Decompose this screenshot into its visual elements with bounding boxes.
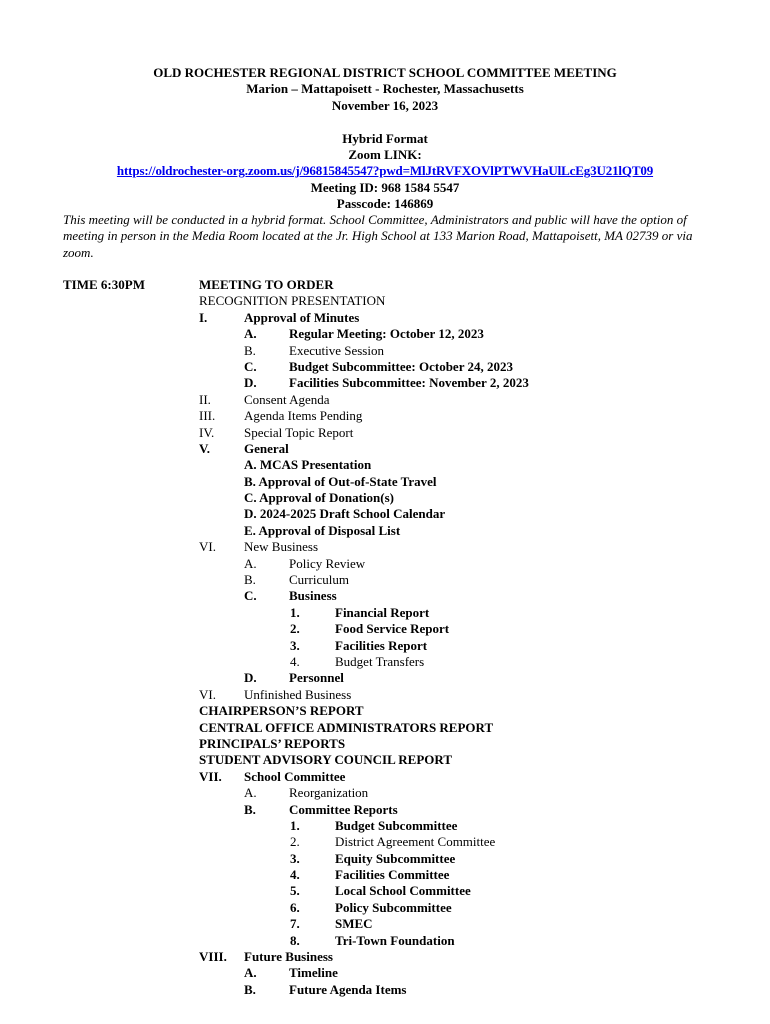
agenda-item-text: Local School Committee (335, 883, 471, 899)
agenda-item-number: C. (244, 358, 257, 374)
agenda-item-number: VI. (199, 686, 216, 702)
agenda-item (199, 425, 759, 441)
agenda-item-text: Future Agenda Items (289, 981, 407, 997)
agenda-item (199, 802, 759, 818)
agenda-item-number: 1. (290, 604, 300, 620)
zoom-link[interactable]: https://oldrochester-org.zoom.us/j/96815845547?pwd=MlJtRVFXOVlPTWVHaUlLcEg3U21lQT09 (116, 163, 654, 179)
agenda-item (199, 408, 759, 424)
agenda-item-text: RECOGNITION PRESENTATION (199, 293, 386, 309)
agenda-item-number: A. (244, 326, 257, 342)
agenda-item (199, 965, 759, 981)
agenda-item-number: 6. (290, 899, 300, 915)
agenda-item-text: SMEC (335, 916, 373, 932)
header-spacer (0, 114, 770, 130)
agenda-item-text: MEETING TO ORDER (199, 277, 334, 292)
agenda-item (199, 654, 759, 670)
meeting-time: TIME 6:30PM (63, 277, 145, 292)
meeting-passcode: Passcode: 146869 (336, 196, 434, 212)
meeting-header (0, 65, 770, 213)
agenda-item (199, 687, 759, 703)
agenda-item-text: Curriculum (289, 572, 349, 588)
agenda-item-text: Financial Report (335, 604, 430, 620)
agenda-item-text: Budget Subcommittee: October 24, 2023 (289, 358, 513, 374)
zoom-label: Zoom LINK: (348, 147, 422, 163)
agenda-item (199, 474, 759, 490)
agenda-item-number: B. (244, 801, 256, 817)
agenda-item-number: VII. (199, 768, 222, 784)
agenda-item-text: Business (289, 588, 337, 604)
agenda-item (199, 703, 759, 719)
agenda-item-number: 3. (290, 637, 300, 653)
agenda-item-number: 3. (290, 850, 300, 866)
agenda-item-number: A. (244, 965, 257, 981)
agenda-item-text: Timeline (289, 965, 338, 981)
agenda-item-number: D. (244, 670, 257, 686)
agenda-item-number: A. (244, 555, 257, 571)
agenda-item-number: 1. (290, 817, 300, 833)
agenda-item (199, 949, 759, 965)
agenda-item-text: CENTRAL OFFICE ADMINISTRATORS REPORT (199, 719, 494, 735)
agenda-item-text: D. 2024-2025 Draft School Calendar (244, 506, 446, 522)
agenda-item (199, 883, 759, 899)
meeting-title: OLD ROCHESTER REGIONAL DISTRICT SCHOOL COMMITTEE MEETING (153, 65, 617, 80)
meeting-id: Meeting ID: 968 1584 5547 (310, 179, 460, 195)
agenda-item-number: D. (244, 375, 257, 391)
agenda-item-text: A. MCAS Presentation (244, 457, 372, 473)
agenda-item-text: Executive Session (289, 342, 384, 358)
agenda-item-text: Food Service Report (335, 621, 450, 637)
agenda-item (199, 375, 759, 391)
agenda-item-text: Approval of Minutes (244, 309, 360, 325)
agenda-item-number: V. (199, 440, 210, 456)
agenda-item (199, 310, 759, 326)
agenda-item (199, 572, 759, 588)
agenda-item (199, 523, 759, 539)
meeting-format: Hybrid Format (342, 130, 428, 146)
agenda-item-number: 5. (290, 883, 300, 899)
agenda-item (199, 867, 759, 883)
agenda-item (199, 556, 759, 572)
agenda-item (199, 359, 759, 375)
agenda-item-text: Regular Meeting: October 12, 2023 (289, 326, 484, 342)
agenda-item-number: VI. (199, 539, 216, 555)
agenda-item (199, 326, 759, 342)
agenda-item (199, 392, 759, 408)
agenda-item (199, 785, 759, 801)
agenda-item-text: General (244, 440, 289, 456)
agenda-item-number: A. (244, 785, 257, 801)
agenda-item-text: Budget Transfers (335, 653, 425, 669)
agenda-item (199, 277, 759, 293)
agenda-item (199, 490, 759, 506)
agenda-item (199, 605, 759, 621)
agenda-item-number: III. (199, 408, 216, 424)
meeting-date: November 16, 2023 (331, 97, 439, 113)
agenda-item-text: Budget Subcommittee (335, 817, 458, 833)
agenda-item-text: Future Business (244, 949, 333, 965)
agenda-item-text: E. Approval of Disposal List (244, 522, 401, 538)
agenda-item-text: Equity Subcommittee (335, 850, 456, 866)
agenda-item (199, 752, 759, 768)
agenda-item-text: Committee Reports (289, 801, 398, 817)
agenda-item (199, 720, 759, 736)
agenda-item (199, 933, 759, 949)
agenda-item-text: School Committee (244, 768, 346, 784)
agenda-item-number: 7. (290, 916, 300, 932)
agenda-item-text: Special Topic Report (244, 424, 354, 440)
agenda-item (199, 982, 759, 998)
agenda-item-number: B. (244, 572, 256, 588)
agenda-item (199, 293, 759, 309)
agenda-item-text: STUDENT ADVISORY COUNCIL REPORT (199, 752, 452, 768)
agenda-item-text: Facilities Subcommittee: November 2, 2023 (289, 375, 529, 391)
agenda-item (199, 916, 759, 932)
agenda-item-text: New Business (244, 539, 319, 555)
agenda-item-text: C. Approval of Donation(s) (244, 490, 395, 506)
agenda-item (199, 343, 759, 359)
agenda-item-text: Consent Agenda (244, 391, 330, 407)
agenda-item-number: B. (244, 342, 256, 358)
agenda-item (199, 638, 759, 654)
agenda-item-text: CHAIRPERSON’S REPORT (199, 703, 364, 719)
agenda-item (199, 457, 759, 473)
agenda-item-number: 8. (290, 932, 300, 948)
agenda-item-text: Tri-Town Foundation (335, 932, 455, 948)
agenda-item-number: B. (244, 981, 256, 997)
agenda-item-text: Reorganization (289, 785, 369, 801)
agenda-item-number: IV. (199, 424, 215, 440)
agenda-item (199, 769, 759, 785)
agenda-item (199, 506, 759, 522)
agenda-item (199, 539, 759, 555)
agenda-item-number: I. (199, 309, 208, 325)
agenda-item-text: Agenda Items Pending (244, 408, 363, 424)
agenda-item-number: C. (244, 588, 257, 604)
agenda-item-number: 4. (290, 653, 300, 669)
agenda-item (199, 834, 759, 850)
agenda-item-text: Policy Review (289, 555, 366, 571)
agenda-item-number: II. (199, 391, 211, 407)
hybrid-notice: This meeting will be conducted in a hybrid format. School Committee, Administrators and public will have the option of meeting in person in the Media Room located at the Jr. High School at 133 Marion Road, Mattapoisett, MA 02739 or via zoom. (63, 212, 693, 260)
agenda-item-number: 2. (290, 834, 300, 850)
agenda-item-text: B. Approval of Out-of-State Travel (244, 473, 437, 489)
agenda-item (199, 900, 759, 916)
agenda-item (199, 818, 759, 834)
agenda-item (199, 588, 759, 604)
agenda-item-number: 4. (290, 867, 300, 883)
agenda-item-text: Facilities Report (335, 637, 428, 653)
agenda-item-text: Unfinished Business (244, 686, 352, 702)
agenda-item-text: PRINCIPALS’ REPORTS (199, 735, 346, 751)
agenda-item (199, 621, 759, 637)
meeting-location: Marion – Mattapoisett - Rochester, Massachusetts (246, 81, 524, 97)
agenda-item (199, 670, 759, 686)
agenda-item (199, 851, 759, 867)
agenda-item-text: District Agreement Committee (335, 834, 496, 850)
agenda-list (199, 277, 759, 998)
agenda-item-text: Facilities Committee (335, 867, 450, 883)
agenda-item-text: Personnel (289, 670, 344, 686)
agenda-item (199, 736, 759, 752)
agenda-item (199, 441, 759, 457)
agenda-item-number: VIII. (199, 949, 227, 965)
agenda-item-text: Policy Subcommittee (335, 899, 452, 915)
agenda-item-number: 2. (290, 621, 300, 637)
